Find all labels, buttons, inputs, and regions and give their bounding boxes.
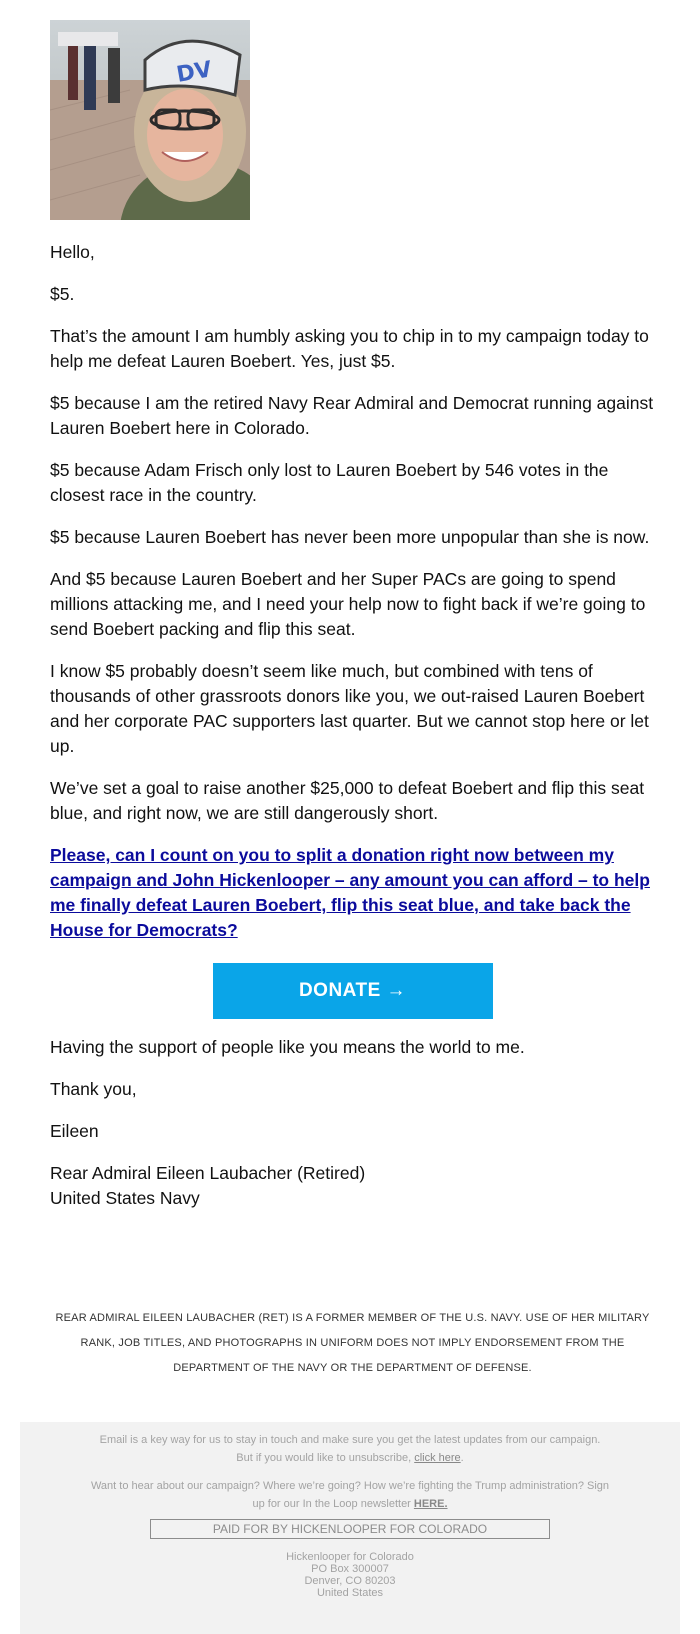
unsubscribe-link[interactable]: click here — [414, 1452, 461, 1464]
unsubscribe-prefix: But if you would like to unsubscribe, — [236, 1452, 415, 1464]
goggle-label: DV — [174, 57, 214, 88]
address-line-2: PO Box 300007 — [311, 1563, 389, 1575]
footer-newsletter-line — [90, 1477, 610, 1513]
paragraph-7: We’ve set a goal to raise another $25,000 to defeat Boebert and flip this seat blue, and right now, we are still dangerously short. — [50, 778, 645, 823]
footer-unsubscribe-line — [20, 1449, 680, 1467]
paragraph-4: $5 because Lauren Boebert has never been more unpopular than she is now. — [50, 527, 650, 547]
signature-name: Eileen — [50, 1121, 99, 1141]
donate-button-row — [50, 963, 655, 1019]
paid-for-box: PAID FOR BY HICKENLOOPER FOR COLORADO — [150, 1519, 550, 1539]
greeting: Hello, — [50, 242, 95, 262]
military-disclaimer: REAR ADMIRAL EILEEN LAUBACHER (RET) IS A FORMER MEMBER OF THE U.S. NAVY. USE OF HER MILITARY RANK, JOB TITLES, AND PHOTOGRAPHS IN UNIFORM DOES NOT IMPLY ENDORSEMENT FROM THE DEPARTMENT OF THE NAVY OR THE DEPARTMENT OF DEFENSE. — [55, 1312, 650, 1374]
address-line-3: Denver, CO 80203 — [304, 1575, 396, 1587]
newsletter-link[interactable]: HERE. — [413, 1498, 448, 1510]
signature-branch: United States Navy — [50, 1188, 200, 1208]
donate-button[interactable]: DONATE → — [213, 963, 493, 1019]
signature-title: Rear Admiral Eileen Laubacher (Retired) — [50, 1163, 366, 1183]
address-line-1: Hickenlooper for Colorado — [286, 1551, 414, 1563]
email-body — [50, 20, 655, 1211]
paragraph-2: $5 because I am the retired Navy Rear Admiral and Democrat running against Lauren Boebert here in Colorado. — [50, 393, 654, 438]
paragraph-5: And $5 because Lauren Boebert and her Super PACs are going to spend millions attacking me, and I need your help now to fight back if we’re going to send Boebert packing and flip this seat. — [50, 569, 646, 639]
unsubscribe-suffix: . — [460, 1452, 464, 1464]
paragraph-3: $5 because Adam Frisch only lost to Lauren Boebert by 546 votes in the closest race in the country. — [50, 460, 609, 505]
paragraph-1: That’s the amount I am humbly asking you to chip in to my campaign today to help me defeat Lauren Boebert. Yes, just $5. — [50, 326, 649, 371]
donation-ask-link[interactable]: Please, can I count on you to split a donation right now between my campaign and John Hickenlooper – any amount you can afford – to help me finally defeat Lauren Boebert, flip this seat blue, and take back the House for Democrats? — [50, 845, 650, 940]
support-line: Having the support of people like you means the world to me. — [50, 1037, 525, 1057]
address-line-4: United States — [316, 1587, 384, 1599]
paragraph-6: I know $5 probably doesn’t seem like much, but combined with tens of thousands of other grassroots donors like you, we out-raised Lauren Boebert and her corporate PAC supporters last quarter. But we cannot stop here or let up. — [50, 661, 649, 756]
footer-email-line: Email is a key way for us to stay in touch and make sure you get the latest updates from our campaign. — [99, 1434, 601, 1446]
newsletter-text: Want to hear about our campaign? Where we’re going? How we’re fighting the Trump administration? Sign up for our In the Loop newsletter — [90, 1480, 610, 1510]
amount-line: $5. — [50, 284, 75, 304]
thanks-line: Thank you, — [50, 1079, 137, 1099]
footer — [20, 1422, 680, 1634]
candidate-photo — [50, 20, 250, 220]
footer-address — [20, 1551, 680, 1599]
